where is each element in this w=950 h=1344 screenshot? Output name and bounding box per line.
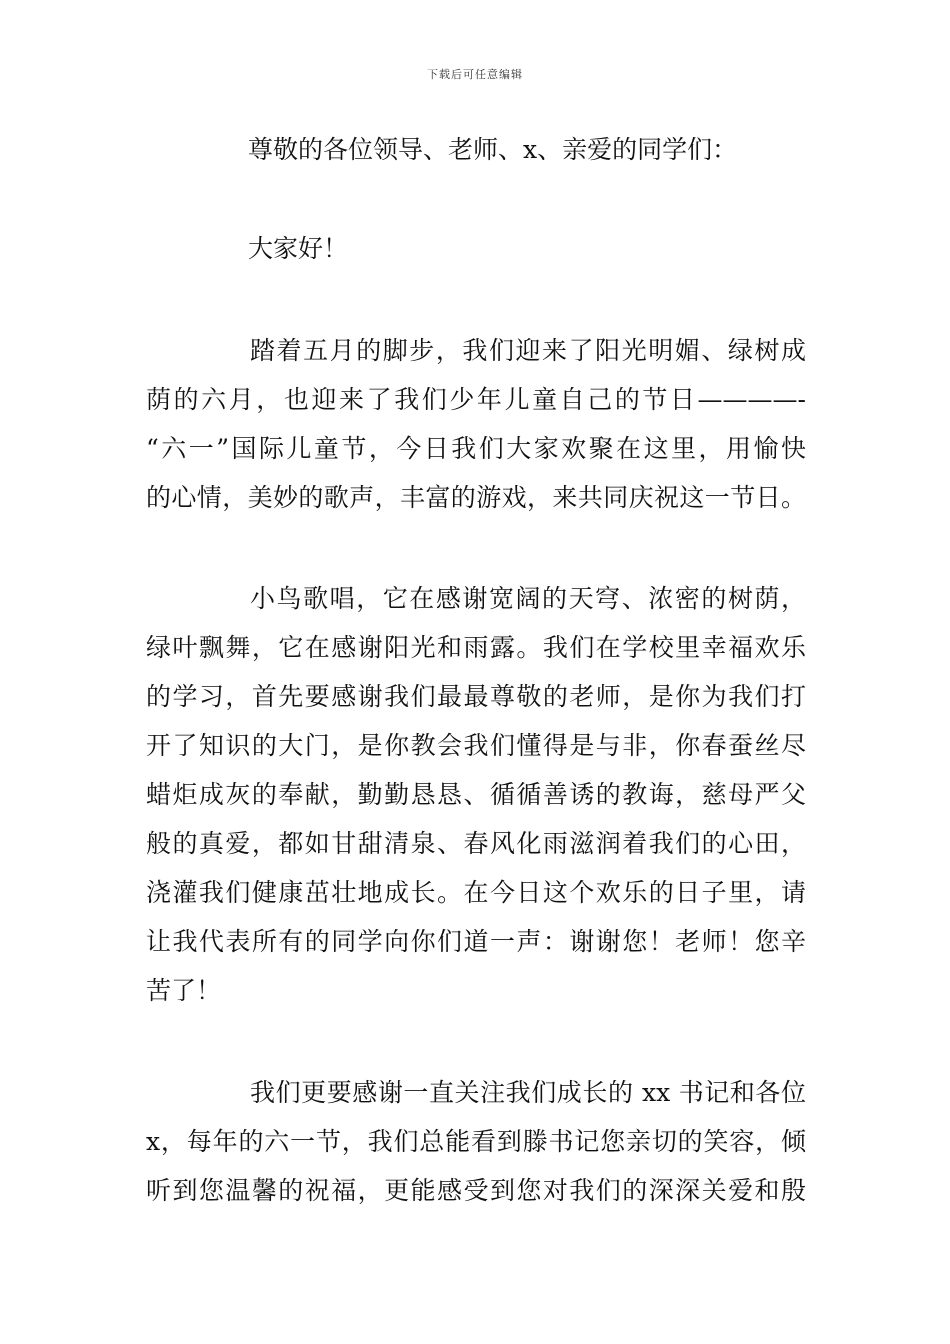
salutation-line: 大家好！ bbox=[248, 234, 349, 263]
paragraph2-line: 般的真爱，都如甘甜清泉、春风化雨滋润着我们的心田， bbox=[146, 829, 806, 858]
paragraph2-line: 开了知识的大门，是你教会我们懂得是与非，你春蚕丝尽 bbox=[146, 731, 806, 760]
page-header-note: 下载后可任意编辑 bbox=[427, 68, 523, 81]
greeting-line: 尊敬的各位领导、老师、x、亲爱的同学们： bbox=[248, 135, 738, 164]
paragraph2-line: 浇灌我们健康茁壮地成长。在今日这个欢乐的日子里，请 bbox=[146, 878, 806, 907]
paragraph2-line: 蜡炬成灰的奉献，勤勤恳恳、循循善诱的教诲，慈母严父 bbox=[146, 780, 806, 809]
paragraph3-line: x，每年的六一节，我们总能看到滕书记您亲切的笑容，倾 bbox=[146, 1127, 806, 1156]
paragraph3-line: 我们更要感谢一直关注我们成长的 xx 书记和各位 bbox=[250, 1078, 806, 1107]
paragraph2-line: 苦了！ bbox=[146, 976, 222, 1005]
paragraph2-line: 小鸟歌唱，它在感谢宽阔的天穹、浓密的树荫， bbox=[250, 584, 806, 613]
paragraph1-line: “六一”国际儿童节，今日我们大家欢聚在这里，用愉快 bbox=[146, 434, 806, 463]
paragraph2-line: 绿叶飘舞，它在感谢阳光和雨露。我们在学校里幸福欢乐 bbox=[146, 633, 806, 662]
paragraph3-line: 听到您温馨的祝福，更能感受到您对我们的深深关爱和殷 bbox=[146, 1176, 806, 1205]
paragraph1-line: 踏着五月的脚步，我们迎来了阳光明媚、绿树成 bbox=[250, 336, 806, 365]
paragraph1-line: 的心情，美妙的歌声，丰富的游戏，来共同庆祝这一节日。 bbox=[146, 483, 806, 512]
paragraph2-line: 的学习，首先要感谢我们最最尊敬的老师，是你为我们打 bbox=[146, 682, 806, 711]
paragraph1-line: 荫的六月，也迎来了我们少年儿童自己的节日————- bbox=[146, 385, 806, 414]
paragraph2-line: 让我代表所有的同学向你们道一声：谢谢您！老师！您辛 bbox=[146, 927, 806, 956]
